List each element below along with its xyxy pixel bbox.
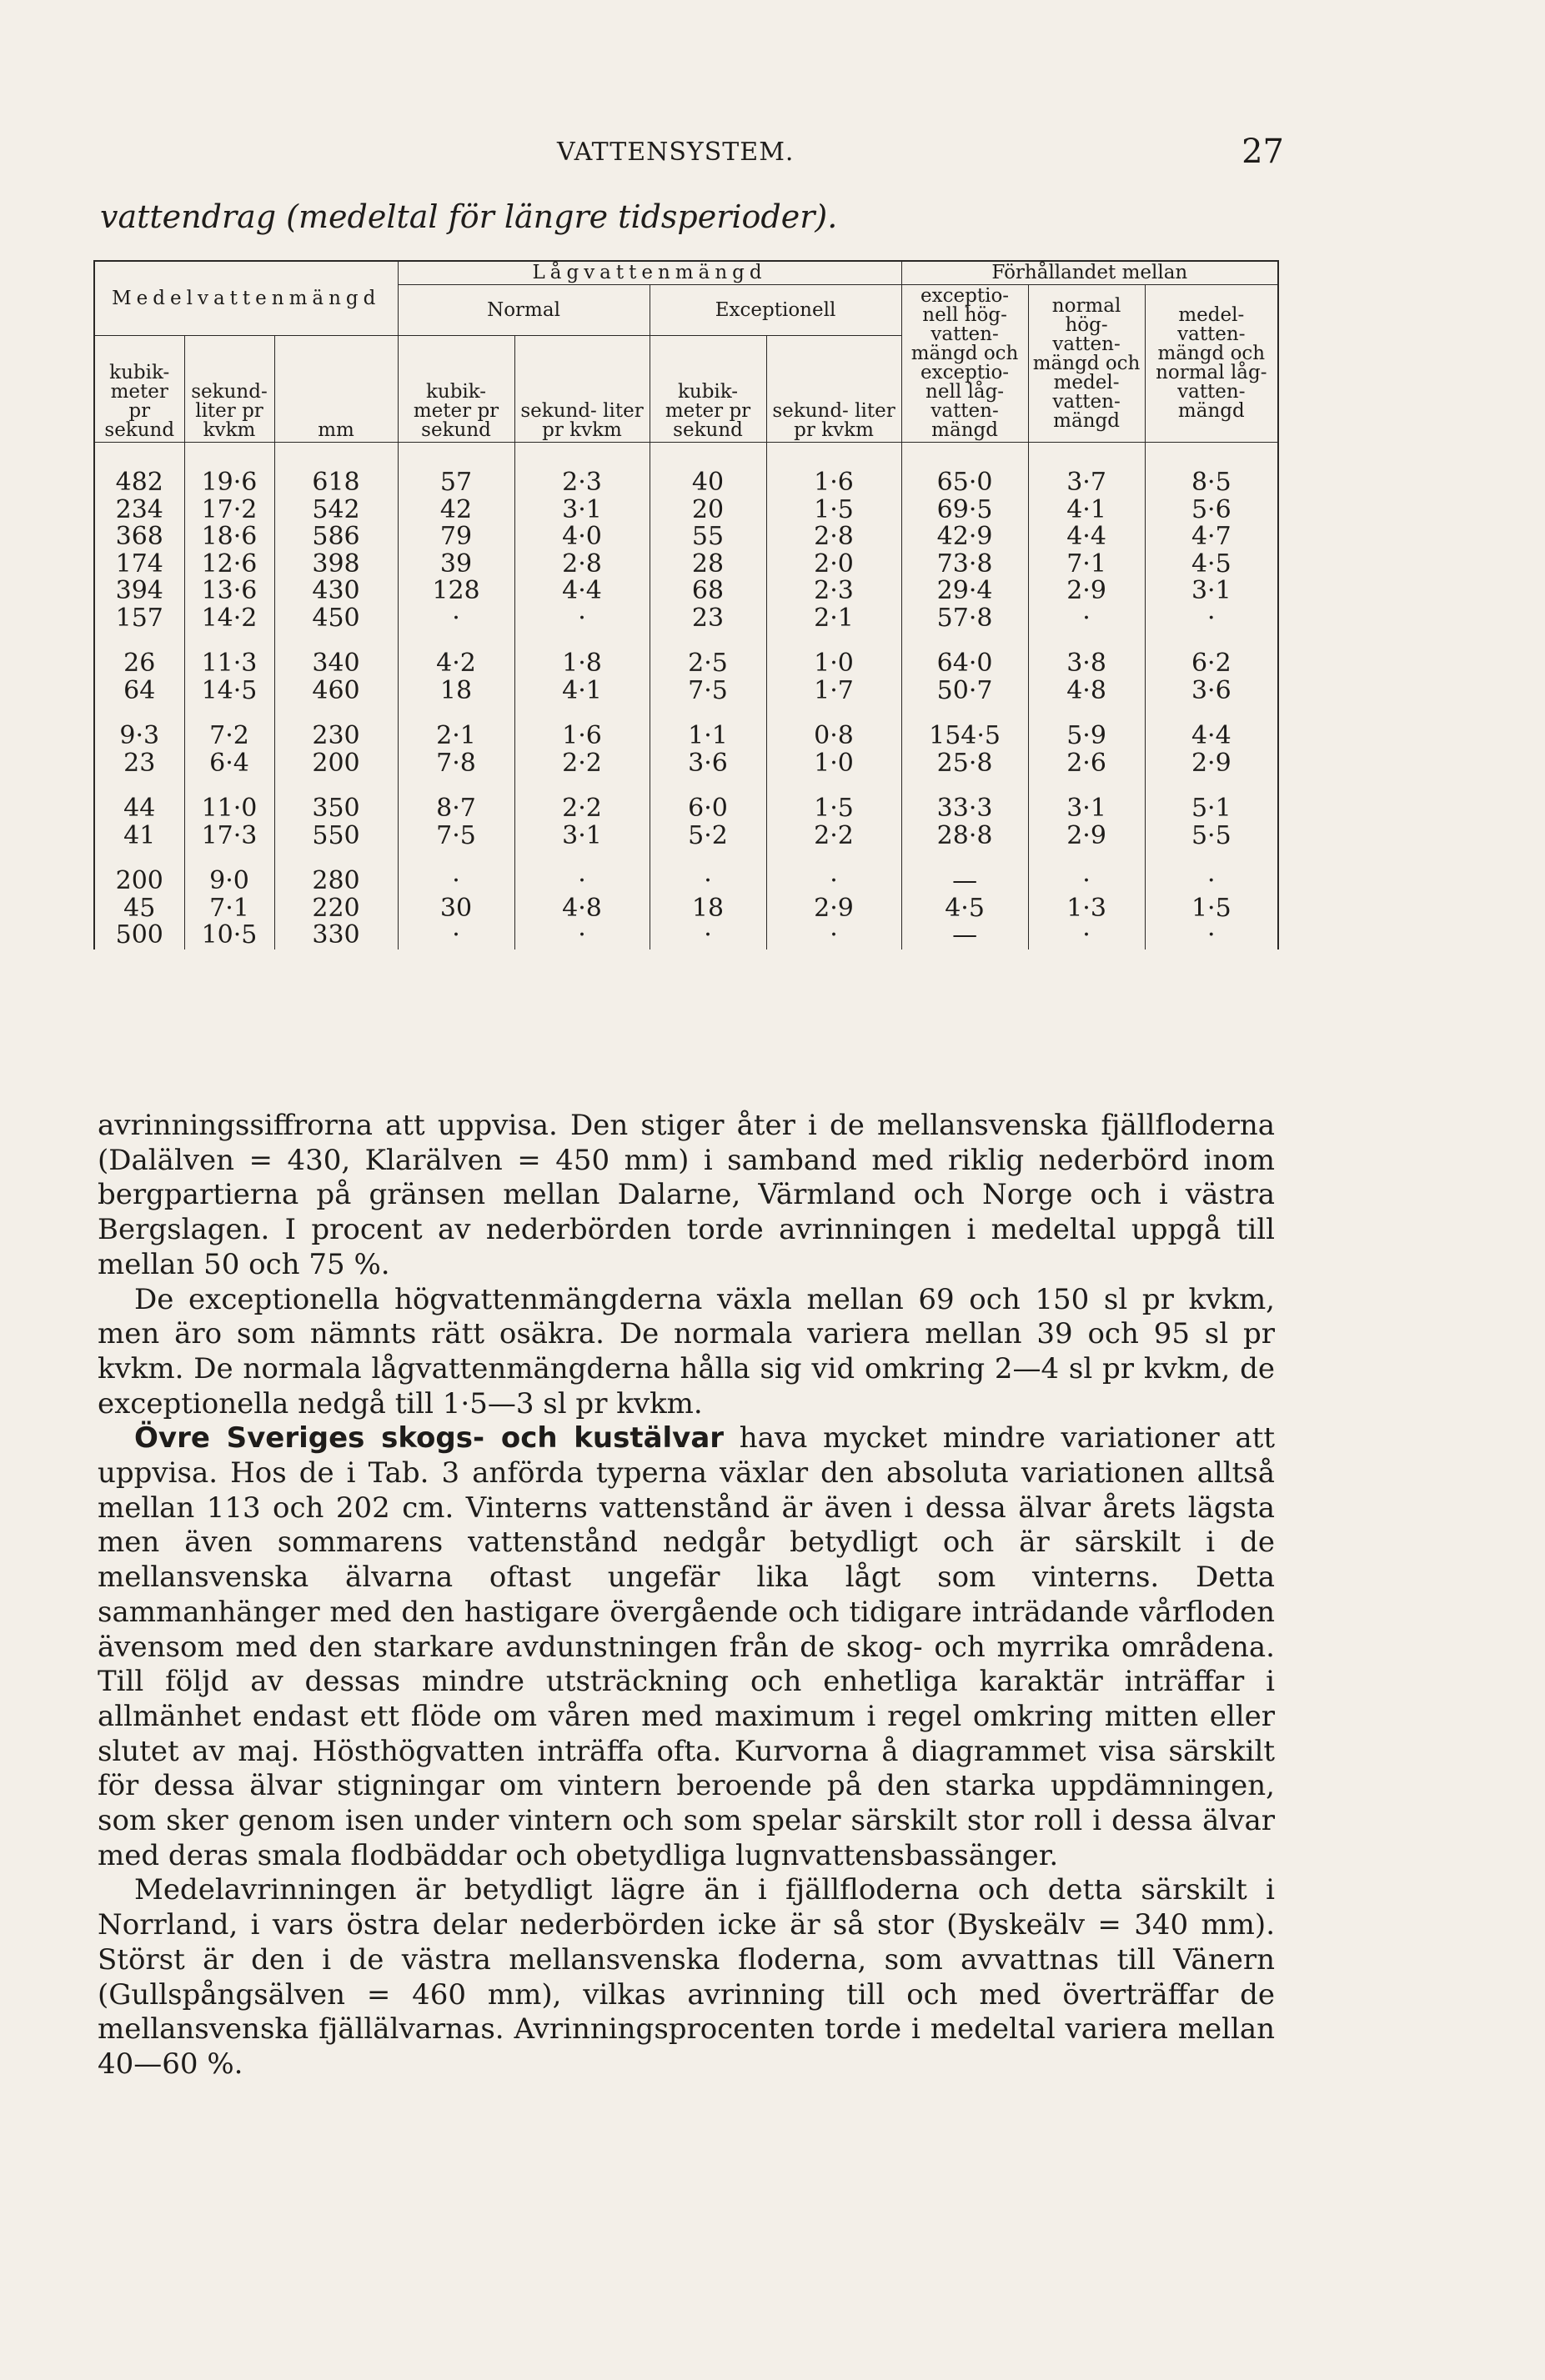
table-cell: · xyxy=(650,868,766,895)
table-cell: 3·1 xyxy=(1145,578,1278,605)
table-cell: · xyxy=(1145,922,1278,949)
table-cell: 2·9 xyxy=(1145,750,1278,778)
page-number: 27 xyxy=(1242,133,1284,171)
table-row xyxy=(94,723,1278,750)
table-cell: · xyxy=(650,922,766,949)
table-cell: 2·8 xyxy=(766,524,901,551)
paragraph-3-lead: Övre Sveriges skogs- och kustälvar xyxy=(134,1421,725,1456)
table-cell: 157 xyxy=(94,605,184,633)
table-cell: 18 xyxy=(650,895,766,923)
table-cell: 45 xyxy=(94,895,184,923)
table-cell: 50·7 xyxy=(901,678,1028,705)
table-cell: 25·8 xyxy=(901,750,1028,778)
table-cell: 6·0 xyxy=(650,795,766,823)
table-cell: 3·6 xyxy=(1145,678,1278,705)
table-cell: 482 xyxy=(94,469,184,497)
table-cell: 2·3 xyxy=(514,469,650,497)
table-cell: 4·8 xyxy=(514,895,650,923)
table-cell: 55 xyxy=(650,524,766,551)
table-cell: 542 xyxy=(274,497,398,524)
table-cell: 1·6 xyxy=(766,469,901,497)
table-cell: 3·1 xyxy=(514,823,650,850)
table-cell: 23 xyxy=(94,750,184,778)
table-cell: 2·3 xyxy=(766,578,901,605)
table-cell: 4·5 xyxy=(1145,551,1278,579)
table-group-spacer xyxy=(94,632,1278,650)
paragraph-2: De exceptionella högvattenmängderna växla mellan 69 och 150 sl pr kvkm, men äro som nämnts rätt osäkra. De normala variera mellan 39 och 95 sl pr kvkm. De normala lågvattenmängderna hålla sig vid omkring 2—4 sl pr kvkm, de exceptionella nedgå till 1·5—3 sl pr kvkm. xyxy=(98,1282,1275,1420)
table-row xyxy=(94,895,1278,923)
table-cell: 11·0 xyxy=(184,795,274,823)
table-cell: · xyxy=(1028,922,1145,949)
table-cell: 2·2 xyxy=(514,795,650,823)
table-cell: 68 xyxy=(650,578,766,605)
table-row xyxy=(94,469,1278,497)
table-cell: 5·6 xyxy=(1145,497,1278,524)
table-cell: 4·4 xyxy=(1145,723,1278,750)
header-mm: mm xyxy=(274,336,398,443)
table-cell: 1·3 xyxy=(1028,895,1145,923)
header-forhallandet: Förhållandet mellan xyxy=(901,261,1278,285)
table-cell: 3·1 xyxy=(1028,795,1145,823)
table-cell: 174 xyxy=(94,551,184,579)
table-cell: 4·5 xyxy=(901,895,1028,923)
table-cell: 4·1 xyxy=(514,678,650,705)
table-cell: 12·6 xyxy=(184,551,274,579)
table-cell: 28 xyxy=(650,551,766,579)
table-cell: · xyxy=(1145,605,1278,633)
table-cell: 1·7 xyxy=(766,678,901,705)
table-cell: 8·7 xyxy=(398,795,514,823)
table-group-spacer xyxy=(94,704,1278,723)
header-ratio-normal-hog: normal hög- vatten- mängd och medel- vatten- mängd xyxy=(1028,285,1145,443)
table-cell: 4·4 xyxy=(1028,524,1145,551)
table-cell: · xyxy=(1028,605,1145,633)
table-row xyxy=(94,551,1278,579)
table-cell: · xyxy=(1145,868,1278,895)
table-cell: 39 xyxy=(398,551,514,579)
table-cell: 450 xyxy=(274,605,398,633)
table-cell: 2·9 xyxy=(1028,823,1145,850)
table-cell: 57·8 xyxy=(901,605,1028,633)
table-cell: · xyxy=(514,868,650,895)
table-row xyxy=(94,750,1278,778)
table-cell: 26 xyxy=(94,650,184,678)
paragraph-4: Medelavrinningen är betydligt lägre än i fjällfloderna och detta särskilt i Norrland, i vars östra delar nederbörden icke är så stor (Byskeälv = 340 mm). Störst är den i de västra mellansvenska floderna, som avvattnas till Vänern (Gullspångsälven = 460 mm), vilkas avrinning till och med överträffar de mellansvenska fjällälvarnas. Avrinningsprocenten torde i medeltal variera mellan 40—60 %. xyxy=(98,1873,1275,2081)
table-cell: · xyxy=(1028,868,1145,895)
paragraph-3 xyxy=(98,1421,1275,1873)
table-cell: · xyxy=(398,922,514,949)
table-row xyxy=(94,795,1278,823)
table-row xyxy=(94,578,1278,605)
table-cell: 7·1 xyxy=(184,895,274,923)
paragraph-1: avrinningssiffrorna att uppvisa. Den stiger åter i de mellansvenska fjällfloderna (Dalälven = 430, Klarälven = 450 mm) i samband med riklig nederbörd inom bergpartierna på gränsen mellan Dalarne, Värmland och Norge och i västra Bergslagen. I procent av nederbörden torde avrinningen i medeltal uppgå till mellan 50 och 75 %. xyxy=(98,1109,1275,1281)
header-exceptionell-sekundliter: sekund- liter pr kvkm xyxy=(766,336,901,443)
table-cell: · xyxy=(398,605,514,633)
table-cell: 9·3 xyxy=(94,723,184,750)
header-exceptionell-kubikmeter: kubik- meter pr sekund xyxy=(650,336,766,443)
table-group-spacer xyxy=(94,777,1278,795)
table-cell: 2·0 xyxy=(766,551,901,579)
table-cell: 14·2 xyxy=(184,605,274,633)
table-cell: 42·9 xyxy=(901,524,1028,551)
table-cell: 368 xyxy=(94,524,184,551)
table-cell: 4·4 xyxy=(514,578,650,605)
table-row xyxy=(94,678,1278,705)
table-cell: 7·1 xyxy=(1028,551,1145,579)
body-text xyxy=(98,1109,1275,2082)
table-cell: 5·2 xyxy=(650,823,766,850)
table-row xyxy=(94,823,1278,850)
table-cell: 4·2 xyxy=(398,650,514,678)
table-group-spacer xyxy=(94,849,1278,868)
table-cell: 230 xyxy=(274,723,398,750)
table-row xyxy=(94,605,1278,633)
table-cell: 350 xyxy=(274,795,398,823)
table-cell: 1·8 xyxy=(514,650,650,678)
table-cell: 79 xyxy=(398,524,514,551)
table-cell: 5·9 xyxy=(1028,723,1145,750)
data-table-container xyxy=(93,260,1277,949)
table-cell: 2·5 xyxy=(650,650,766,678)
table-cell: 330 xyxy=(274,922,398,949)
table-cell: 7·2 xyxy=(184,723,274,750)
table-cell: 586 xyxy=(274,524,398,551)
table-cell: 1·0 xyxy=(766,650,901,678)
table-cell: 41 xyxy=(94,823,184,850)
table-cell: 340 xyxy=(274,650,398,678)
table-cell: 44 xyxy=(94,795,184,823)
table-cell: — xyxy=(901,868,1028,895)
table-cell: 30 xyxy=(398,895,514,923)
table-cell: 42 xyxy=(398,497,514,524)
table-cell: 234 xyxy=(94,497,184,524)
table-cell: 17·2 xyxy=(184,497,274,524)
table-cell: 0·8 xyxy=(766,723,901,750)
table-cell: 20 xyxy=(650,497,766,524)
table-cell: 10·5 xyxy=(184,922,274,949)
table-cell: 19·6 xyxy=(184,469,274,497)
table-cell: 2·1 xyxy=(398,723,514,750)
table-cell: 3·8 xyxy=(1028,650,1145,678)
table-cell: 6·4 xyxy=(184,750,274,778)
table-cell: 200 xyxy=(94,868,184,895)
table-cell: 154·5 xyxy=(901,723,1028,750)
table-cell: 2·6 xyxy=(1028,750,1145,778)
table-row xyxy=(94,650,1278,678)
table-cell: 14·5 xyxy=(184,678,274,705)
table-cell: 6·2 xyxy=(1145,650,1278,678)
table-cell: 1·0 xyxy=(766,750,901,778)
header-medelvattenmangd: Medelvattenmängd xyxy=(94,261,398,336)
table-cell: 4·0 xyxy=(514,524,650,551)
header-normal-sekundliter: sekund- liter pr kvkm xyxy=(514,336,650,443)
table-cell: 64·0 xyxy=(901,650,1028,678)
table-cell: 8·5 xyxy=(1145,469,1278,497)
table-cell: 1·5 xyxy=(1145,895,1278,923)
table-cell: 618 xyxy=(274,469,398,497)
table-cell: 1·1 xyxy=(650,723,766,750)
table-cell: — xyxy=(901,922,1028,949)
page-header xyxy=(100,133,1284,188)
table-cell: 57 xyxy=(398,469,514,497)
table-cell: 430 xyxy=(274,578,398,605)
table-cell: 2·8 xyxy=(514,551,650,579)
table-cell: · xyxy=(766,922,901,949)
table-row xyxy=(94,922,1278,949)
table-cell: 4·1 xyxy=(1028,497,1145,524)
table-cell: 69·5 xyxy=(901,497,1028,524)
table-cell: 17·3 xyxy=(184,823,274,850)
header-kubikmeter: kubik- meter pr sekund xyxy=(94,336,184,443)
table-cell: 220 xyxy=(274,895,398,923)
table-cell: 2·9 xyxy=(766,895,901,923)
table-cell: 2·9 xyxy=(1028,578,1145,605)
table-cell: 550 xyxy=(274,823,398,850)
header-lagvattenmangd: Lågvattenmängd xyxy=(398,261,901,285)
table-cell: 3·6 xyxy=(650,750,766,778)
table-cell: 2·2 xyxy=(766,823,901,850)
header-sekundliter: sekund- liter pr kvkm xyxy=(184,336,274,443)
table-cell: 4·8 xyxy=(1028,678,1145,705)
header-normal-kubikmeter: kubik- meter pr sekund xyxy=(398,336,514,443)
table-cell: · xyxy=(514,605,650,633)
header-ratio-medel: medel- vatten- mängd och normal låg- vatten- mängd xyxy=(1145,285,1278,443)
table-cell: 3·7 xyxy=(1028,469,1145,497)
table-cell: 128 xyxy=(398,578,514,605)
header-ratio-exceptionell: exceptio- nell hög- vatten- mängd och exceptio- nell låg- vatten- mängd xyxy=(901,285,1028,443)
table-body xyxy=(94,443,1278,949)
table-cell: 398 xyxy=(274,551,398,579)
table-cell: 18·6 xyxy=(184,524,274,551)
table-caption: vattendrag (medeltal för längre tidsperioder). xyxy=(100,198,838,235)
table-cell: · xyxy=(398,868,514,895)
table-cell: 2·2 xyxy=(514,750,650,778)
table-cell: 1·6 xyxy=(514,723,650,750)
table-cell: 73·8 xyxy=(901,551,1028,579)
table-cell: 1·5 xyxy=(766,795,901,823)
table-cell: 5·1 xyxy=(1145,795,1278,823)
table-cell: 7·5 xyxy=(650,678,766,705)
running-title: VATTENSYSTEM. xyxy=(557,138,795,167)
table-cell: 7·8 xyxy=(398,750,514,778)
table-cell: 394 xyxy=(94,578,184,605)
table-cell: 4·7 xyxy=(1145,524,1278,551)
table-cell: 9·0 xyxy=(184,868,274,895)
table-cell: 33·3 xyxy=(901,795,1028,823)
table-cell: 65·0 xyxy=(901,469,1028,497)
table-cell: 5·5 xyxy=(1145,823,1278,850)
table-cell: 23 xyxy=(650,605,766,633)
table-cell: 280 xyxy=(274,868,398,895)
table-cell: 28·8 xyxy=(901,823,1028,850)
table-cell: 29·4 xyxy=(901,578,1028,605)
table-top-spacer xyxy=(94,443,1278,470)
table-cell: 40 xyxy=(650,469,766,497)
table-cell: 1·5 xyxy=(766,497,901,524)
header-exceptionell: Exceptionell xyxy=(650,285,901,336)
table-cell: 460 xyxy=(274,678,398,705)
table-cell: 64 xyxy=(94,678,184,705)
table-cell: 13·6 xyxy=(184,578,274,605)
table-cell: 200 xyxy=(274,750,398,778)
table-row xyxy=(94,497,1278,524)
table-cell: 7·5 xyxy=(398,823,514,850)
table-cell: 3·1 xyxy=(514,497,650,524)
data-table xyxy=(93,260,1279,949)
table-cell: 11·3 xyxy=(184,650,274,678)
table-row xyxy=(94,868,1278,895)
table-cell: 500 xyxy=(94,922,184,949)
paragraph-3-text: hava mycket mindre variationer att uppvisa. Hos de i Tab. 3 anförda typerna växlar den absoluta variationen alltså mellan 113 och 202 cm. Vinterns vattenstånd är även i dessa älvar årets lägsta men även sommarens vattenstånd nedgår betydligt och är särskilt i de mellansvenska älvarna oftast ungefär lika lågt som vinterns. Detta sammanhänger med den hastigare övergående och tidigare inträdande vårfloden ävensom med den starkare avdunstningen från de skog- och myrrika områdena. Till följd av dessas mindre utsträckning och enhetliga karaktär inträffar i allmänhet endast ett flöde om våren med maximum i regel omkring mitten eller slutet av maj. Hösthögvatten inträffa ofta. Kurvorna å diagrammet visa särskilt för dessa älvar stigningar om vintern beroende på den starka uppdämningen, som sker genom isen under vintern och som spelar särskilt stor roll i dessa älvar med deras smala flodbäddar och obetydliga lugnvattensbassänger. xyxy=(98,1421,1275,1872)
table-cell: 18 xyxy=(398,678,514,705)
header-normal: Normal xyxy=(398,285,650,336)
table-cell: · xyxy=(766,868,901,895)
table-cell: · xyxy=(514,922,650,949)
table-row xyxy=(94,524,1278,551)
table-cell: 2·1 xyxy=(766,605,901,633)
